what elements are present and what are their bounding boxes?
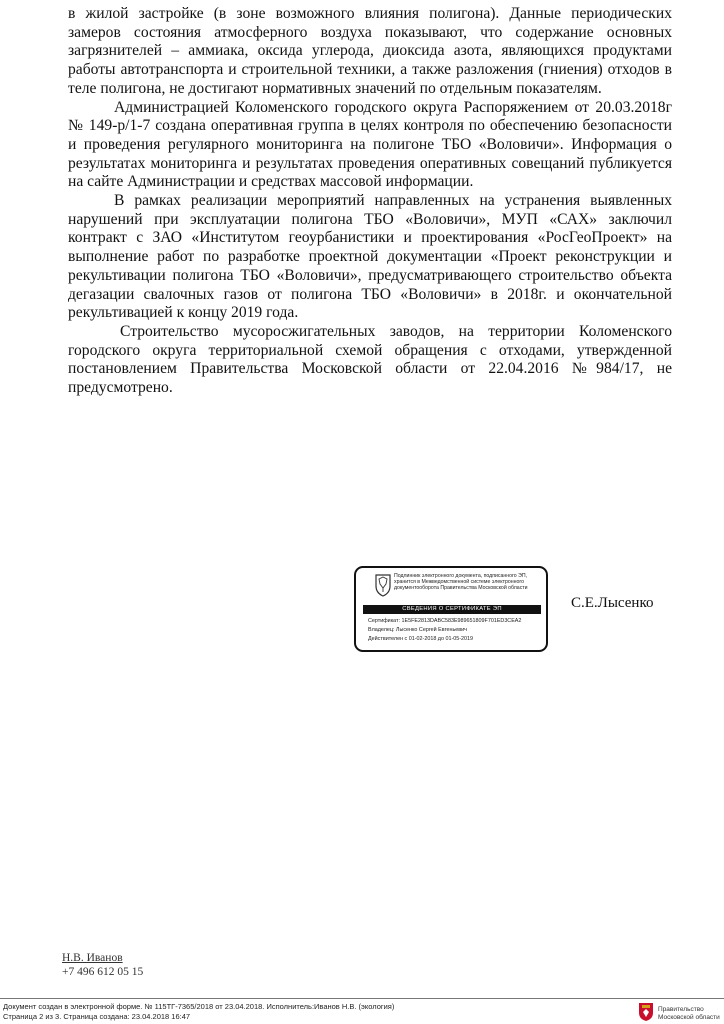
document-body [68, 5, 672, 398]
footer-organization [658, 1006, 720, 1021]
paragraph: Администрацией Коломенского городского округа Распоряжением от 20.03.2018г № 149-р/1-7 создана оперативная группа в целях контроля по обеспечению безопасности и проведения регулярного мониторинга на полигоне ТБО «Воловичи». Информация о результатах мониторинга и результатах проведения оперативных совещаний публикуется на сайте Администрации и средствах массовой информации. [68, 98, 672, 191]
footer-org-line-2: Московской области [658, 1013, 720, 1021]
stamp-header: СВЕДЕНИЯ О СЕРТИФИКАТЕ ЭП [363, 605, 541, 614]
paragraph: в жилой застройке (в зоне возможного влияния полигона). Данные периодических замеров состояния атмосферного воздуха показывают, что содержание основных загрязнителей – аммиака, оксида углерода, диоксида азота, являющихся продуктами работы автотранспорта и строительной техники, а также разложения (гниения) отходов в теле полигона, не достигают нормативных значений по отдельным показателям. [68, 5, 672, 97]
stamp-certificate: Сертификат: 1E5FE2813DABC583E989651809F701ED3CEA2 [368, 618, 522, 624]
stamp-note: Подлинник электронного документа, подписанного ЭП, хранится в Межведомственной системе электронного документооборота Правительства Московской области [394, 573, 528, 592]
document-footer [3, 1002, 394, 1021]
paragraph: Строительство мусоросжигательных заводов, на территории Коломенского городского округа территориальной схемой обращения с отходами, утвержденной постановлением Правительства Московской области от 22.04.2016 №984/17, не предусмотрено. [68, 322, 672, 397]
coat-of-arms-icon [374, 573, 392, 597]
moscow-oblast-emblem-icon [638, 1002, 654, 1022]
stamp-validity: Действителен с 01-02-2018 до 01-05-2019 [368, 636, 474, 642]
footer-org-line-1: Правительство [658, 1006, 704, 1013]
signer-name: С.Е.Лысенко [571, 595, 654, 611]
executor-block [62, 951, 143, 979]
executor-name: Н.В. Иванов [62, 952, 123, 964]
footer-line-2: Страница 2 из 3. Страница создана: 23.04.2018 16:47 [3, 1011, 191, 1021]
footer-line-1: Документ создан в электронной форме. № 115ТГ-7365/2018 от 23.04.2018. Исполнитель:Иванов Н.В. (экология) [3, 1002, 395, 1011]
executor-phone: +7 496 612 05 15 [62, 966, 144, 978]
footer-divider [0, 998, 724, 999]
stamp-owner: Владелец: Лысенко Сергей Евгеньевич [368, 627, 467, 633]
electronic-signature-stamp [354, 566, 548, 652]
paragraph: В рамках реализации мероприятий направленных на устранения выявленных нарушений при эксплуатации полигона ТБО «Воловичи», МУП «САХ» заключил контракт с ЗАО «Институтом геоурбанистики и проектирования «РосГеоПроект» на выполнение работ по разработке проектной документации «Проект реконструкции и рекультивации полигона ТБО «Воловичи», предусматривающего строительство объекта дегазации свалочных газов от полигона ТБО «Воловичи» в 2018г. и окончательной рекультивацией к концу 2019 года. [68, 192, 672, 322]
